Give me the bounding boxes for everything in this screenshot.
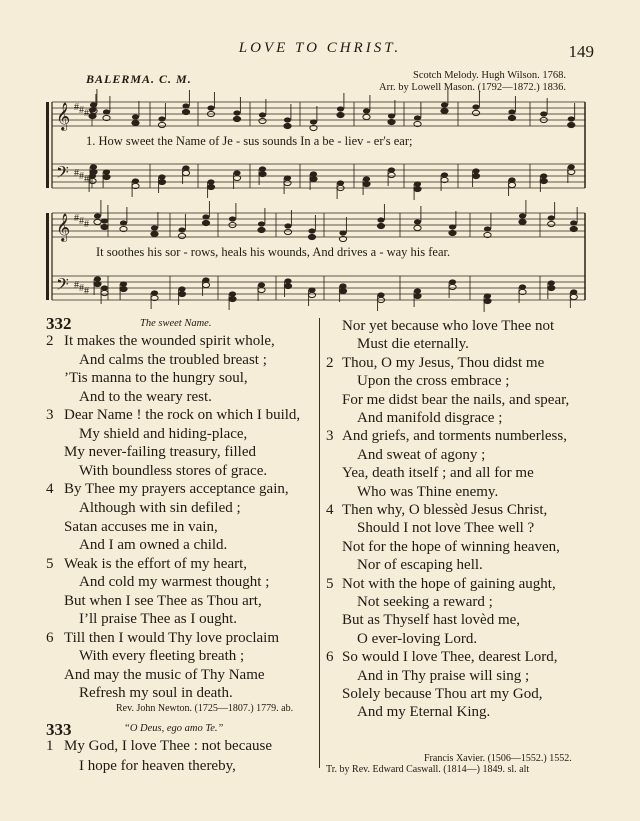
system2-sharp-icon: # (74, 213, 79, 224)
hymn-333-right-line: But as Thyself hast lovèd me, (342, 612, 521, 629)
system2-note (449, 284, 456, 289)
system2-note (377, 217, 384, 222)
system1-note (259, 171, 266, 176)
system1-note (337, 106, 344, 111)
system2-note (548, 285, 555, 290)
system2-note (449, 224, 456, 229)
hymn-332-line: My never-failing treasury, filled (64, 444, 256, 461)
system1-note (472, 104, 479, 109)
hymn-332-line: And calms the troubled breast ; (79, 351, 267, 368)
system1-note (158, 116, 165, 121)
column-divider (319, 318, 320, 768)
system2-sharp-icon: # (84, 219, 89, 230)
hymn-332-line: Satan accuses me in vain, (64, 518, 218, 535)
hymn-333-right-line: Not for the hope of winning heaven, (342, 538, 560, 555)
hymn-333-right-line: Nor yet because who love Thee not (342, 318, 555, 334)
hymn-333-right-verse-number: 5 (326, 575, 334, 592)
system2-note (151, 225, 158, 230)
system2-treble-clef-icon: 𝄞 (56, 213, 71, 241)
hymn-332-line: And cold my warmest thought ; (79, 574, 270, 591)
system2-note (308, 228, 315, 233)
system1-note (182, 103, 189, 108)
hymn-333-attribution-2: Tr. by Rev. Edward Caswall. (1814—) 1849. sl. alt (326, 764, 530, 775)
system1-note (540, 173, 547, 178)
system2-note (178, 227, 185, 232)
system1-note (259, 112, 266, 117)
hymn-333-title: “O Deus, ego amo Te.” (124, 723, 224, 734)
hymn-332-line: And to the weary rest. (79, 388, 212, 405)
system2-note (101, 290, 108, 295)
system1-note (207, 179, 214, 184)
system1-note (388, 113, 395, 118)
hymn-333-right-line: Not with the hope of gaining aught, (342, 575, 556, 592)
system2-note (308, 292, 315, 297)
system2-note (519, 219, 526, 224)
system2-note (258, 227, 265, 232)
system1-note (158, 174, 165, 179)
system1-note (233, 116, 240, 121)
system2-sharp-icon: # (79, 283, 84, 294)
system2-note (101, 218, 108, 223)
system1-bass-clef-icon: 𝄢 (56, 162, 69, 186)
tune-credit-2: Arr. by Lowell Mason. (1792—1872.) 1836. (379, 82, 566, 93)
system2-note (101, 285, 108, 290)
system2-note (120, 281, 127, 286)
hymn-332-line: Dear Name ! the rock on which I build, (64, 407, 301, 424)
system1-note (337, 112, 344, 117)
hymn-332-line: By Thee my prayers acceptance gain, (64, 481, 289, 498)
hymn-333-left-verse-number: 1 (46, 738, 54, 754)
hymn-333-right-line: And manifold disgrace ; (357, 410, 503, 426)
hymn-332-number: 332 (46, 314, 72, 333)
system2-note (339, 288, 346, 293)
system2-sharp-icon: # (84, 286, 89, 297)
system1-note (441, 108, 448, 113)
system2-note (519, 213, 526, 218)
system1-sharp-icon: # (84, 108, 89, 119)
system1-note (363, 176, 370, 181)
system2-note (377, 292, 384, 297)
system1-note (414, 186, 421, 191)
system2-note (120, 286, 127, 291)
system1-note (540, 178, 547, 183)
hymn-333-number: 333 (46, 720, 72, 739)
system1-note (233, 170, 240, 175)
system1-note (207, 184, 214, 189)
system2-note (202, 214, 209, 219)
system1-note (363, 181, 370, 186)
system1-note (568, 122, 575, 127)
hymn-332-line: ’Tis manna to the hungry soul, (64, 370, 248, 387)
system1-note (310, 176, 317, 181)
system1-sharp-icon: # (79, 171, 84, 182)
hymn-332-attribution: Rev. John Newton. (1725—1807.) 1779. ab. (116, 703, 294, 714)
hymn-332-line: And may the music of Thy Name (64, 666, 265, 683)
hymn-333-right-line: And griefs, and torments numberless, (342, 428, 567, 445)
hymn-333-right-line: Not seeking a reward ; (357, 594, 493, 610)
system2-note (339, 283, 346, 288)
system1-note (103, 174, 110, 179)
system2-note (178, 233, 185, 238)
system2-note (120, 220, 127, 225)
system2-note (570, 220, 577, 225)
system2-note (284, 283, 291, 288)
system2-note (284, 278, 291, 283)
system2-note (570, 226, 577, 231)
system1-note (508, 177, 515, 182)
system2-note (414, 225, 421, 230)
system1-note (508, 115, 515, 120)
system1-note (441, 102, 448, 107)
system1-note (132, 178, 139, 183)
system1-note (284, 117, 291, 122)
system2-lyric: It soothes his sor - rows, heals his wounds, And drives a - way his fear. (96, 245, 451, 259)
system2-note (308, 234, 315, 239)
system2-note (94, 281, 101, 286)
hymn-333-right-line: Must die eternally. (357, 336, 469, 353)
system1-sharp-icon: # (74, 168, 79, 179)
system1-note (363, 108, 370, 113)
hymn-333-right-line: Nor of escaping hell. (357, 557, 483, 574)
system1-lyric: 1. How sweet the Name of Je - sus sounds In a be - liev - er's ear; (86, 134, 413, 148)
hymn-333-right-line: Yea, death itself ; and all for me (342, 465, 534, 482)
system1-note (388, 172, 395, 177)
system2-note (484, 226, 491, 231)
system2-note (414, 288, 421, 293)
hymn-332-title: The sweet Name. (140, 318, 212, 329)
system2-note (178, 291, 185, 296)
system1-note (441, 172, 448, 177)
system1-sharp-icon: # (84, 174, 89, 185)
system2-note (94, 276, 101, 281)
system2-note (178, 286, 185, 291)
hymn-333-right-line: Solely because Thou art my God, (342, 686, 543, 702)
system1-note (158, 179, 165, 184)
hymn-333-attribution-1: Francis Xavier. (1506—1552.) 1552. (424, 753, 572, 764)
hymn-333-right-line: Who was Thine enemy. (357, 483, 499, 500)
system2-note (151, 290, 158, 295)
system1-note (103, 169, 110, 174)
system1-treble-clef-icon: 𝄞 (56, 102, 71, 130)
running-header: LOVE TO CHRIST. (238, 40, 402, 56)
hymn-332-verse-number: 2 (46, 333, 54, 349)
system1-note (310, 171, 317, 176)
system1-sharp-icon: # (74, 102, 79, 113)
system2-note (308, 287, 315, 292)
hymn-333-right-line: Then why, O blessèd Jesus Christ, (342, 502, 548, 518)
system2-note (202, 282, 209, 287)
system1-note (310, 119, 317, 124)
hymn-333-right-verse-number: 4 (326, 502, 334, 518)
hymn-332-verse-number: 6 (46, 629, 54, 646)
system1-note (414, 181, 421, 186)
system1-note (337, 180, 344, 185)
system1-note (388, 119, 395, 124)
system2-note (258, 282, 265, 287)
hymn-333-right-line: So would I love Thee, dearest Lord, (342, 649, 558, 666)
system2-note (284, 229, 291, 234)
system2-note (101, 224, 108, 229)
system1-note (363, 114, 370, 119)
system1-note (472, 173, 479, 178)
hymn-333-right-line: And in Thy praise will sing ; (357, 667, 530, 684)
system1-note (182, 109, 189, 114)
system2-note (449, 230, 456, 235)
hymn-333-right-verse-number: 6 (326, 649, 334, 666)
system1-note (158, 122, 165, 127)
system2-note (377, 223, 384, 228)
system1-note (132, 114, 139, 119)
system1-note (414, 115, 421, 120)
system1-note (508, 109, 515, 114)
system2-brace (46, 213, 49, 300)
system2-sharp-icon: # (74, 280, 79, 291)
system1-note (284, 180, 291, 185)
system2-note (284, 223, 291, 228)
system2-note (94, 213, 101, 218)
system2-note (484, 293, 491, 298)
system1-note (568, 164, 575, 169)
system1-note (540, 111, 547, 116)
system1-note (259, 118, 266, 123)
system1-note (472, 168, 479, 173)
system1-note (259, 166, 266, 171)
system2-note (414, 219, 421, 224)
system1-sharp-icon: # (79, 105, 84, 116)
hymn-332-verse-number: 4 (46, 481, 54, 498)
hymn-332-line: And I am owned a child. (79, 537, 228, 554)
system1-note (472, 110, 479, 115)
hymn-332-verse-number: 3 (46, 407, 54, 424)
hymn-333-right-line: And my Eternal King. (357, 704, 491, 721)
system1-note (89, 107, 96, 112)
system1-note (508, 182, 515, 187)
system1-note (182, 165, 189, 170)
system1-note (89, 173, 96, 178)
tune-credit-1: Scotch Melody. Hugh Wilson. 1768. (413, 70, 566, 81)
hymn-332-line: Although with sin defiled ; (79, 499, 241, 516)
hymn-332-line: But when I see Thee as Thou art, (64, 592, 262, 609)
system1-note (103, 109, 110, 114)
hymn-332-line: With every fleeting breath ; (79, 648, 245, 665)
hymn-333-left-line: My God, I love Thee : not because (64, 738, 273, 754)
hymn-333-right-line: Upon the cross embrace ; (357, 373, 510, 390)
hymn-332-line: My shield and hiding-place, (79, 425, 248, 442)
system2-note (414, 293, 421, 298)
system2-note (570, 294, 577, 299)
system2-note (570, 289, 577, 294)
system2-note (202, 220, 209, 225)
system2-note (258, 221, 265, 226)
system2-note (484, 298, 491, 303)
system2-note (151, 231, 158, 236)
hymn-332-line: It makes the wounded spirit whole, (64, 333, 275, 349)
hymn-333-right-verse-number: 2 (326, 354, 334, 371)
system1-note (233, 110, 240, 115)
system1-brace (46, 102, 49, 188)
hymn-332-line: Weak is the effort of my heart, (64, 555, 248, 572)
system2-note (548, 221, 555, 226)
system2-note (229, 216, 236, 221)
system1-note (90, 164, 97, 169)
tune-name: BALERMA. C. M. (86, 72, 192, 86)
system1-note (388, 167, 395, 172)
system2-note (229, 291, 236, 296)
system2-note (229, 296, 236, 301)
system2-note (519, 284, 526, 289)
system2-note (339, 230, 346, 235)
hymn-333-right-verse-number: 3 (326, 428, 334, 445)
system2-bass-clef-icon: 𝄢 (56, 274, 69, 298)
system2-note (548, 280, 555, 285)
system1-note (568, 116, 575, 121)
system1-note (284, 175, 291, 180)
system1-note (89, 113, 96, 118)
hymn-332-line: I’ll praise Thee as I ought. (79, 611, 238, 628)
system2-note (94, 219, 101, 224)
hymn-333-left-line: I hope for heaven thereby, (79, 758, 236, 774)
system1-note (182, 170, 189, 175)
hymn-333-right-line: Thou, O my Jesus, Thou didst me (342, 354, 545, 371)
system2-note (548, 215, 555, 220)
system1-note (207, 105, 214, 110)
page-number: 149 (568, 42, 594, 61)
system1-note (132, 120, 139, 125)
hymn-333-right-line: Should I not love Thee well ? (357, 520, 535, 537)
hymn-332-line: Refresh my soul in death. (79, 685, 233, 702)
system2-sharp-icon: # (79, 216, 84, 227)
hymn-333-right-line: O ever-loving Lord. (357, 630, 478, 647)
hymn-333-right-line: For me didst bear the nails, and spear, (342, 391, 570, 408)
hymn-332-line: With boundless stores of grace. (79, 462, 268, 479)
system1-note (284, 123, 291, 128)
hymn-332-line: Till then I would Thy love proclaim (64, 629, 279, 646)
system2-note (202, 277, 209, 282)
hymn-332-verse-number: 5 (46, 555, 54, 572)
hymn-333-right-line: And sweat of agony ; (357, 446, 486, 463)
system2-note (449, 279, 456, 284)
